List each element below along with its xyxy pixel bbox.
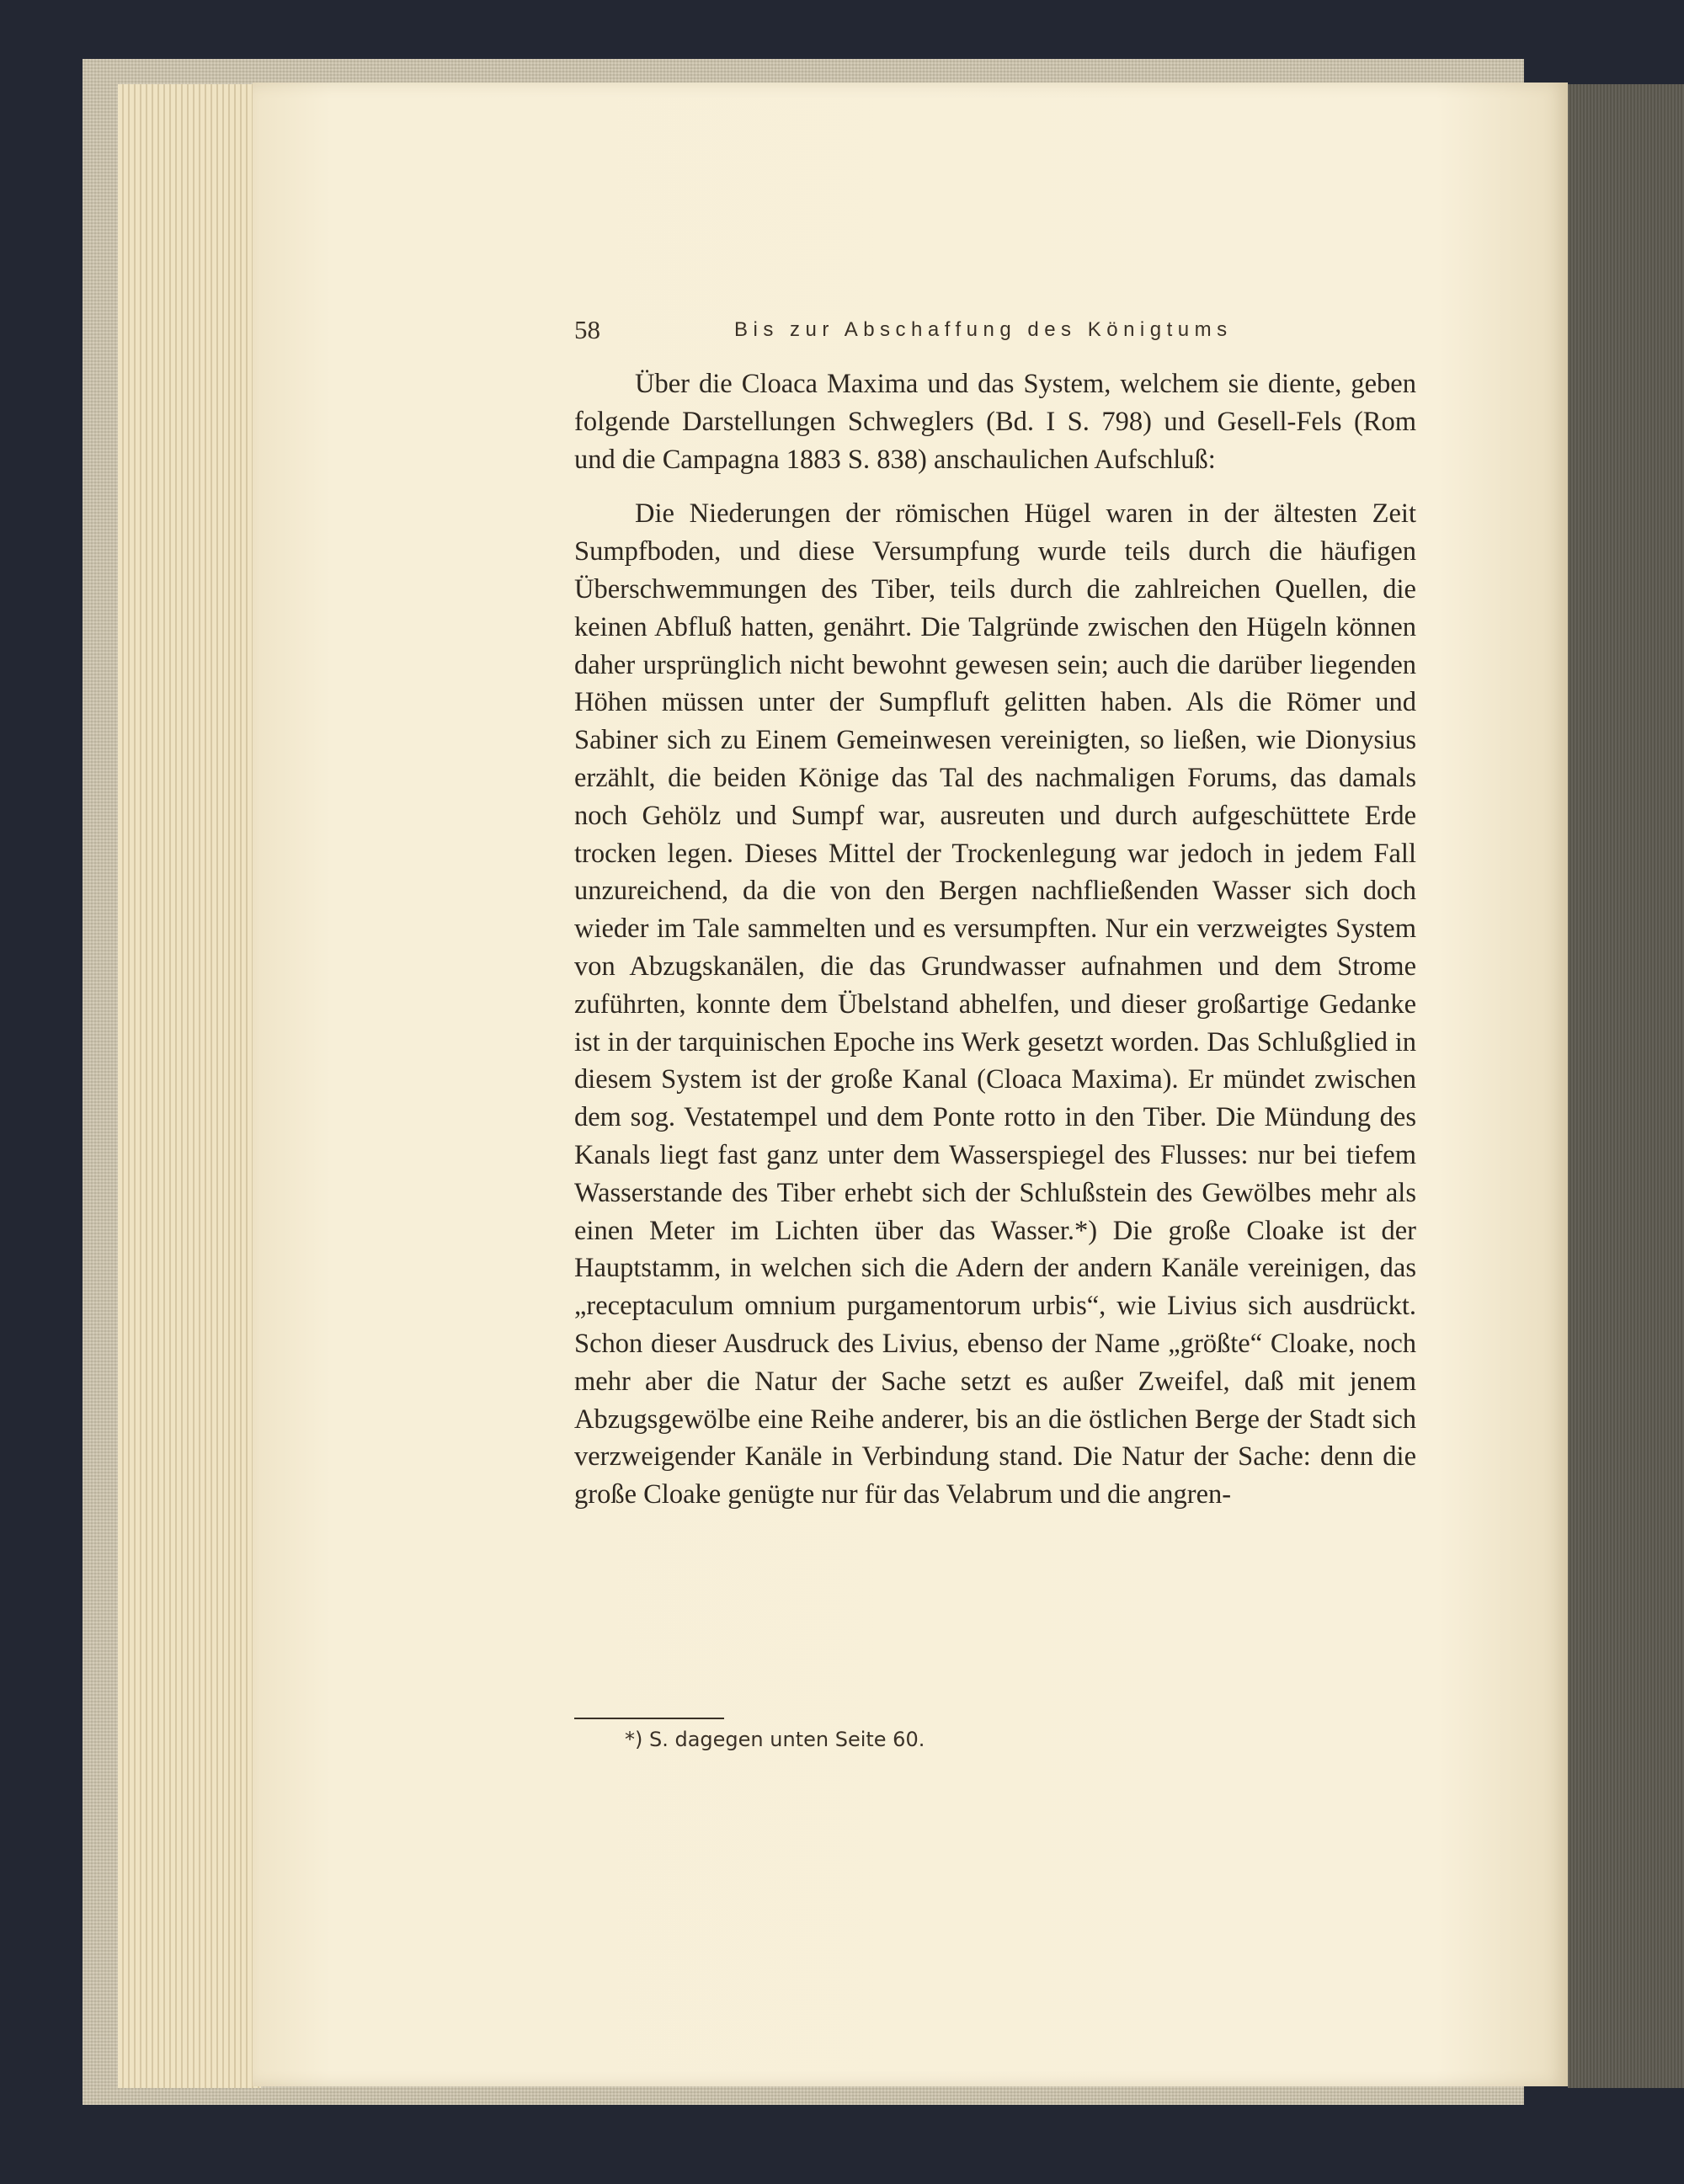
book-board-edge [1568,84,1684,2088]
page-number: 58 [574,315,600,344]
footnote-divider [574,1718,724,1719]
running-head-title: Bis zur Abschaffung des Königtums [734,318,1233,341]
footnote: *) S. dagegen unten Seite 60. [625,1728,925,1751]
body-text [574,365,1416,1514]
running-head [574,315,1273,349]
paragraph-quote: Die Niederungen der römischen Hügel waren in der ältesten Zeit Sumpfboden, und diese Versumpfung wurde teils durch die häufigen Überschwemmungen des Tiber, teils durch die zahlreichen Quellen, die keinen Abfluß hatten, genährt. Die Talgründe zwischen den Hügeln können daher ursprünglich nicht bewohnt gewesen sein; auch die darüber liegenden Höhen müssen unter der Sumpfluft gelitten haben. Als die Römer und Sabiner sich zu Einem Gemeinwesen vereinigten, so ließen, wie Dionysius erzählt, die beiden Könige das Tal des nachmaligen Forums, das damals noch Gehölz und Sumpf war, ausreuten und durch aufgeschüttete Erde trocken legen. Dieses Mittel der Trockenlegung war jedoch in jedem Fall unzureichend, da die von den Bergen nachfließenden Wasser sich doch wieder im Tale sammelten und es versumpften. Nur ein verzweigtes System von Abzugskanälen, die das Grundwasser aufnahmen und dem Strome zuführten, konnte dem Übelstand abhelfen, und dieser großartige Gedanke ist in der tarquinischen Epoche ins Werk gesetzt worden. Das Schlußglied in diesem System ist der große Kanal (Cloaca Maxima). Er mündet zwischen dem sog. Vestatempel und dem Ponte rotto in den Tiber. Die Mündung des Kanals liegt fast ganz unter dem Wasserspiegel des Flusses: nur bei tiefem Wasserstande des Tiber erhebt sich der Schlußstein des Gewölbes mehr als einen Meter im Lichten über das Wasser.*) Die große Cloake ist der Hauptstamm, in welchen sich die Adern der andern Kanäle vereinigen, das „receptaculum omnium purgamentorum urbis“, wie Livius sich ausdrückt. Schon dieser Ausdruck des Livius, ebenso der Name „größte“ Cloake, noch mehr aber die Natur der Sache setzt es außer Zweifel, daß mit jenem Abzugsgewölbe eine Reihe anderer, bis an die östlichen Berge der Stadt sich verzweigender Kanäle in Verbindung stand. Die Natur der Sache: denn die große Cloake genügte nur für das Velabrum und die angren- [574,498,1416,1510]
page-stack-edges [118,84,261,2088]
paragraph-intro: Über die Cloaca Maxima und das System, welchem sie diente, geben folgende Darstellungen Schweglers (Bd. I S. 798) und Gesell-Fels (Rom und die Campagna 1883 S. 838) anschaulichen Aufschluß: [574,369,1416,475]
